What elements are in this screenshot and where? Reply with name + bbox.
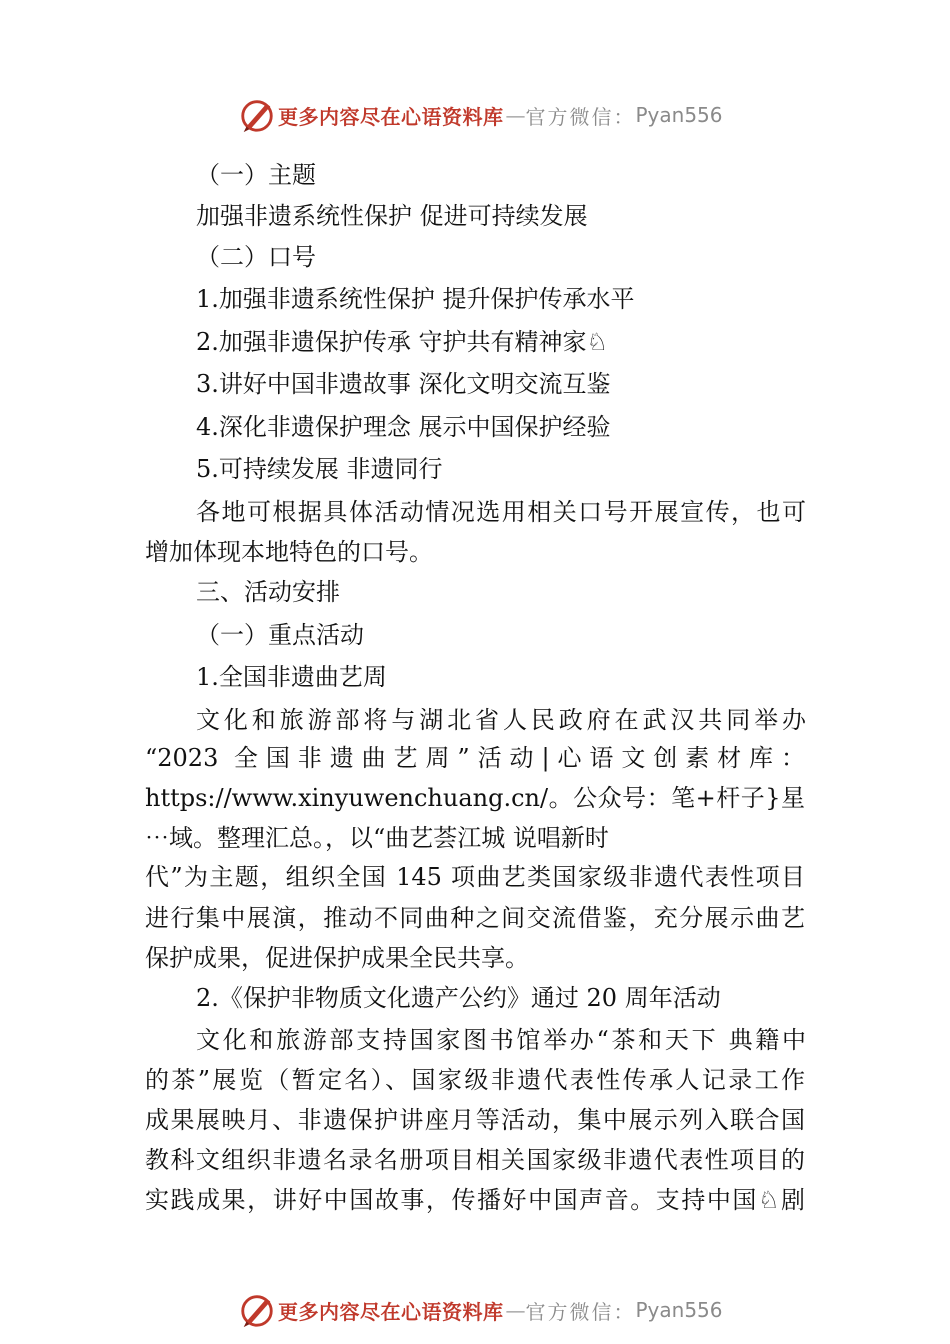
paragraph-line: 保护成果，促进保护成果全民共享。: [145, 944, 529, 972]
banner-main-text: 更多内容尽在心语资料库: [278, 104, 504, 129]
paragraph-line: 实践成果，讲好中国故事，传播好中国声音。支持中国♘剧: [145, 1186, 805, 1214]
paragraph-line: 各地可根据具体活动情况选用相关口号开展宣传，也可: [196, 498, 806, 526]
paragraph-line: 文化和旅游部支持国家图书馆举办“茶和天下 典籍中: [196, 1026, 806, 1054]
subsection-heading-key-activities: （一）重点活动: [196, 621, 364, 649]
banner-main-text: 更多内容尽在心语资料库: [278, 1299, 504, 1324]
pen-seal-logo-icon: [238, 96, 276, 134]
paragraph-line: ⋯域。整理汇总。，以“曲艺荟江城 说唱新时: [145, 824, 609, 852]
slogan-item-2: 2.加强非遗保护传承 守护共有精神家♘: [196, 328, 609, 356]
paragraph-line: 成果展映月、非遗保护讲座月等活动，集中展示列入联合国: [145, 1106, 805, 1134]
activity-heading-2: 2.《保护非物质文化遗产公约》通过 20 周年活动: [196, 984, 721, 1012]
slogan-item-4: 4.深化非遗保护理念 展示中国保护经验: [196, 413, 611, 441]
banner-dash: —: [505, 1298, 524, 1322]
section-heading-activities: 三、活动安排: [196, 578, 340, 606]
activity-heading-1: 1.全国非遗曲艺周: [196, 663, 387, 691]
paragraph-line: 代”为主题，组织全国 145 项曲艺类国家级非遗代表性项目: [145, 863, 805, 891]
slogan-item-5: 5.可持续发展 非遗同行: [196, 455, 443, 483]
slogan-item-1: 1.加强非遗系统性保护 提升保护传承水平: [196, 285, 635, 313]
paragraph-line: “2023 全国非遗曲艺周”活动|心语文创素材库：: [145, 744, 805, 772]
header-banner: [238, 95, 723, 135]
section-heading-theme: （一）主题: [196, 161, 316, 189]
paragraph-line: 教科文组织非遗名录名册项目相关国家级非遗代表性项目的: [145, 1146, 805, 1174]
paragraph-line: https://www.xinyuwenchuang.cn/。公众号：笔+杆子}星: [145, 784, 805, 812]
banner-wechat-label: 官方微信：: [525, 104, 636, 129]
paragraph-line: 进行集中展演，推动不同曲种之间交流借鉴，充分展示曲艺: [145, 904, 805, 932]
banner-dash: —: [505, 103, 524, 127]
banner-wechat-id: Pyan556: [635, 1298, 723, 1322]
paragraph-line: 增加体现本地特色的口号。: [145, 538, 433, 566]
footer-banner: [238, 1290, 723, 1330]
banner-wechat-id: Pyan556: [635, 103, 723, 127]
slogan-item-3: 3.讲好中国非遗故事 深化文明交流互鉴: [196, 370, 611, 398]
paragraph-line: 的茶”展览（暂定名）、国家级非遗代表性传承人记录工作: [145, 1066, 805, 1094]
theme-text: 加强非遗系统性保护 促进可持续发展: [196, 202, 588, 230]
banner-wechat-label: 官方微信：: [525, 1299, 636, 1324]
pen-seal-logo-icon: [238, 1291, 276, 1329]
paragraph-line: 文化和旅游部将与湖北省人民政府在武汉共同举办: [196, 706, 806, 734]
section-heading-slogan: （二）口号: [196, 243, 316, 271]
